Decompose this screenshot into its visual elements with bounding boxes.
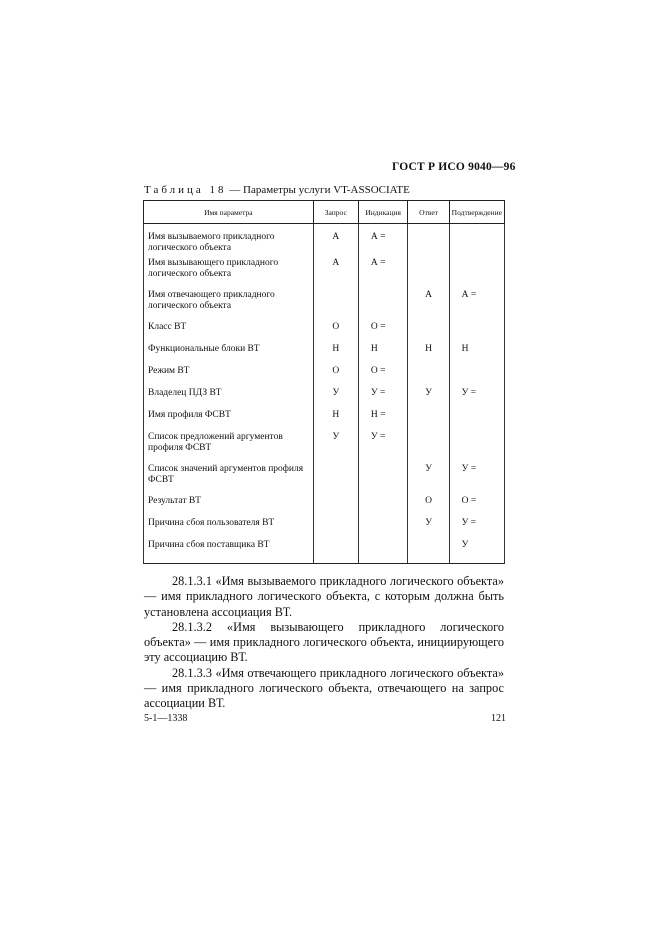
table-row [144, 224, 505, 256]
table-header-row [144, 201, 505, 224]
cell-response: Н [408, 342, 449, 364]
col-header-confirm: Подтверждение [449, 201, 504, 224]
cell-indication: Н [358, 342, 408, 364]
col-header-response: Ответ [408, 201, 449, 224]
table-row [144, 256, 505, 288]
paragraph: 28.1.3.3 «Имя отвечающего прикладного логического объекта» — имя прикладного логического объекта, отвечающего на запрос ассоциации ВТ. [144, 665, 504, 711]
col-header-name: Имя параметра [144, 201, 314, 224]
print-code: 5-1—1338 [144, 713, 188, 724]
paragraph: 28.1.3.2 «Имя вызывающего прикладного логического объекта» — имя прикладного логического объекта, инициирующего эту ассоциацию ВТ. [144, 619, 504, 665]
cell-request: Н [313, 342, 358, 364]
cell-confirm [449, 430, 504, 462]
cell-confirm: Н [449, 342, 504, 364]
cell-indication [358, 288, 408, 320]
parameter-name: Результат ВТ [144, 494, 314, 516]
parameter-name: Причина сбоя поставщика ВТ [144, 538, 314, 564]
cell-indication: Н = [358, 408, 408, 430]
parameter-name: Функциональные блоки ВТ [144, 342, 314, 364]
parameter-name: Класс ВТ [144, 320, 314, 342]
parameter-name: Имя профиля ФСВТ [144, 408, 314, 430]
parameter-name: Причина сбоя пользователя ВТ [144, 516, 314, 538]
table-title: — Параметры услуги VT-ASSOCIATE [226, 184, 410, 196]
cell-request: О [313, 364, 358, 386]
cell-request [313, 462, 358, 494]
table-row [144, 288, 505, 320]
cell-request: У [313, 430, 358, 462]
cell-response [408, 408, 449, 430]
cell-indication: О = [358, 364, 408, 386]
parameter-name: Список предложений аргументов профиля ФСВТ [144, 430, 314, 462]
cell-request: А [313, 256, 358, 288]
cell-confirm [449, 364, 504, 386]
table-row [144, 320, 505, 342]
cell-indication [358, 494, 408, 516]
cell-response [408, 224, 449, 256]
parameters-table [143, 200, 505, 564]
table-number: Таблица 18 [144, 184, 227, 196]
cell-confirm [449, 320, 504, 342]
table-row [144, 342, 505, 364]
parameter-name: Владелец ПДЗ ВТ [144, 386, 314, 408]
cell-response [408, 320, 449, 342]
paragraph: 28.1.3.1 «Имя вызываемого прикладного логического объекта» — имя прикладного логического объекта, с которым должна быть установлена ассоциация ВТ. [144, 574, 504, 619]
cell-response: У [408, 516, 449, 538]
body-text [144, 574, 504, 712]
cell-confirm: У = [449, 462, 504, 494]
parameter-name: Имя отвечающего прикладного логического объекта [144, 288, 314, 320]
table-row [144, 364, 505, 386]
cell-request [313, 516, 358, 538]
cell-response [408, 538, 449, 564]
cell-indication [358, 462, 408, 494]
cell-confirm [449, 408, 504, 430]
table-caption [144, 184, 410, 196]
cell-indication [358, 538, 408, 564]
table-row [144, 538, 505, 564]
cell-request: О [313, 320, 358, 342]
page-number: 121 [491, 713, 506, 724]
table-row [144, 408, 505, 430]
cell-indication: О = [358, 320, 408, 342]
table-row [144, 386, 505, 408]
parameter-name: Режим ВТ [144, 364, 314, 386]
cell-response [408, 364, 449, 386]
cell-response: А [408, 288, 449, 320]
table-row [144, 430, 505, 462]
cell-request: А [313, 224, 358, 256]
cell-confirm: У = [449, 516, 504, 538]
cell-request [313, 538, 358, 564]
cell-response: О [408, 494, 449, 516]
cell-confirm: У = [449, 386, 504, 408]
cell-response: У [408, 386, 449, 408]
cell-response [408, 430, 449, 462]
parameter-name: Имя вызывающего прикладного логического объекта [144, 256, 314, 288]
cell-indication: А = [358, 256, 408, 288]
parameter-name: Имя вызываемого прикладного логического объекта [144, 224, 314, 256]
cell-request [313, 494, 358, 516]
parameter-name: Список значений аргументов профиля ФСВТ [144, 462, 314, 494]
cell-indication: А = [358, 224, 408, 256]
table-row [144, 516, 505, 538]
table-row [144, 462, 505, 494]
cell-indication: У = [358, 386, 408, 408]
col-header-request: Запрос [313, 201, 358, 224]
cell-request [313, 288, 358, 320]
cell-request: У [313, 386, 358, 408]
cell-request: Н [313, 408, 358, 430]
cell-confirm: О = [449, 494, 504, 516]
cell-indication: У = [358, 430, 408, 462]
col-header-indication: Индикация [358, 201, 408, 224]
cell-confirm: А = [449, 288, 504, 320]
standard-header: ГОСТ Р ИСО 9040—96 [392, 161, 516, 173]
cell-confirm [449, 224, 504, 256]
cell-confirm [449, 256, 504, 288]
cell-confirm: У [449, 538, 504, 564]
table-row [144, 494, 505, 516]
cell-response: У [408, 462, 449, 494]
cell-indication [358, 516, 408, 538]
cell-response [408, 256, 449, 288]
